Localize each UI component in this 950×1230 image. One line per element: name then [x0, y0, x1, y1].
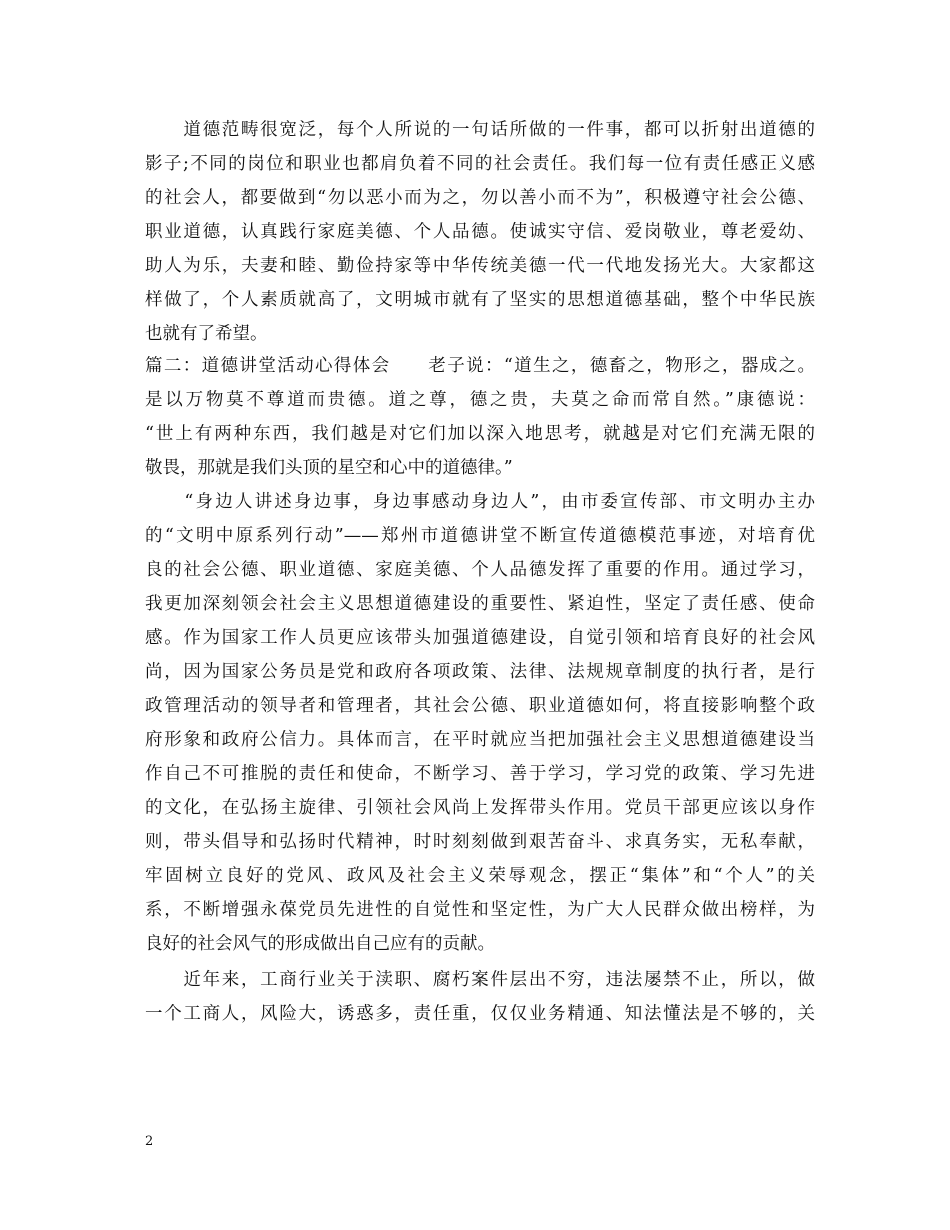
page-number: 2 [145, 1134, 154, 1149]
text-line: 府形象和政府公信力。具体而言，在平时就应当把加强社会主义思想道德建设当 [145, 730, 815, 750]
text-line: 系，不断增强永葆党员先进性的自觉性和坚定性，为广大人民群众做出榜样，为 [145, 900, 815, 920]
text-line: 一个工商人，风险大，诱惑多，责任重，仅仅业务精通、知法懂法是不够的，关 [145, 1004, 815, 1024]
text-line: 职业道德，认真践行家庭美德、个人品德。使诚实守信、爱岗敬业，尊老爱幼、 [145, 222, 815, 242]
text-line: 良好的社会风气的形成做出自己应有的贡献。 [145, 934, 495, 954]
text-line: “世上有两种东西，我们越是对它们加以深入地思考，就越是对它们充满无限的 [145, 424, 815, 444]
text-line: 作自己不可推脱的责任和使命，不断学习、善于学习，学习党的政策、学习先进 [145, 764, 815, 784]
text-line: 样做了，个人素质就高了，文明城市就有了坚实的思想道德基础，整个中华民族 [145, 290, 815, 310]
text-line: 政管理活动的领导者和管理者，其社会公德、职业道德如何，将直接影响整个政 [145, 696, 815, 716]
text-line: 敬畏，那就是我们头顶的星空和心中的道德律。” [145, 458, 513, 478]
text-line: 道德范畴很宽泛，每个人所说的一句话所做的一件事，都可以折射出道德的 [145, 120, 815, 140]
text-line: 的“文明中原系列行动”——郑州市道德讲堂不断宣传道德模范事迹，对培育优 [145, 526, 815, 546]
text-line: “身边人讲述身边事，身边事感动身边人”，由市委宣传部、市文明办主办 [145, 492, 815, 512]
text-line: 也就有了希望。 [145, 324, 268, 344]
text-line: 良的社会公德、职业道德、家庭美德、个人品德发挥了重要的作用。通过学习， [145, 560, 815, 580]
text-line: 尚，因为国家公务员是党和政府各项政策、法律、法规规章制度的执行者，是行 [145, 662, 815, 682]
text-line: 近年来，工商行业关于渎职、腐朽案件层出不穷，违法屡禁不止，所以，做 [145, 970, 815, 990]
text-line: 助人为乐，夫妻和睦、勤俭持家等中华传统美德一代一代地发扬光大。大家都这 [145, 256, 815, 276]
section-heading-line: 篇二：道德讲堂活动心得体会 老子说：“道生之，德畜之，物形之，器成之。 [145, 356, 815, 376]
text-line: 的文化，在弘扬主旋律、引领社会风尚上发挥带头作用。党员干部更应该以身作 [145, 798, 815, 818]
text-line: 是以万物莫不尊道而贵德。道之尊，德之贵，夫莫之命而常自然。”康德说： [145, 390, 815, 410]
text-line: 的社会人，都要做到“勿以恶小而为之，勿以善小而不为”，积极遵守社会公德、 [145, 188, 815, 208]
text-line: 感。作为国家工作人员更应该带头加强道德建设，自觉引领和培育良好的社会风 [145, 628, 815, 648]
text-line: 我更加深刻领会社会主义思想道德建设的重要性、紧迫性，坚定了责任感、使命 [145, 594, 815, 614]
text-line: 影子;不同的岗位和职业也都肩负着不同的社会责任。我们每一位有责任感正义感 [145, 154, 815, 174]
text-line: 则，带头倡导和弘扬时代精神，时时刻刻做到艰苦奋斗、求真务实，无私奉献， [145, 832, 815, 852]
text-line: 牢固树立良好的党风、政风及社会主义荣辱观念，摆正“集体”和“个人”的关 [145, 866, 815, 886]
